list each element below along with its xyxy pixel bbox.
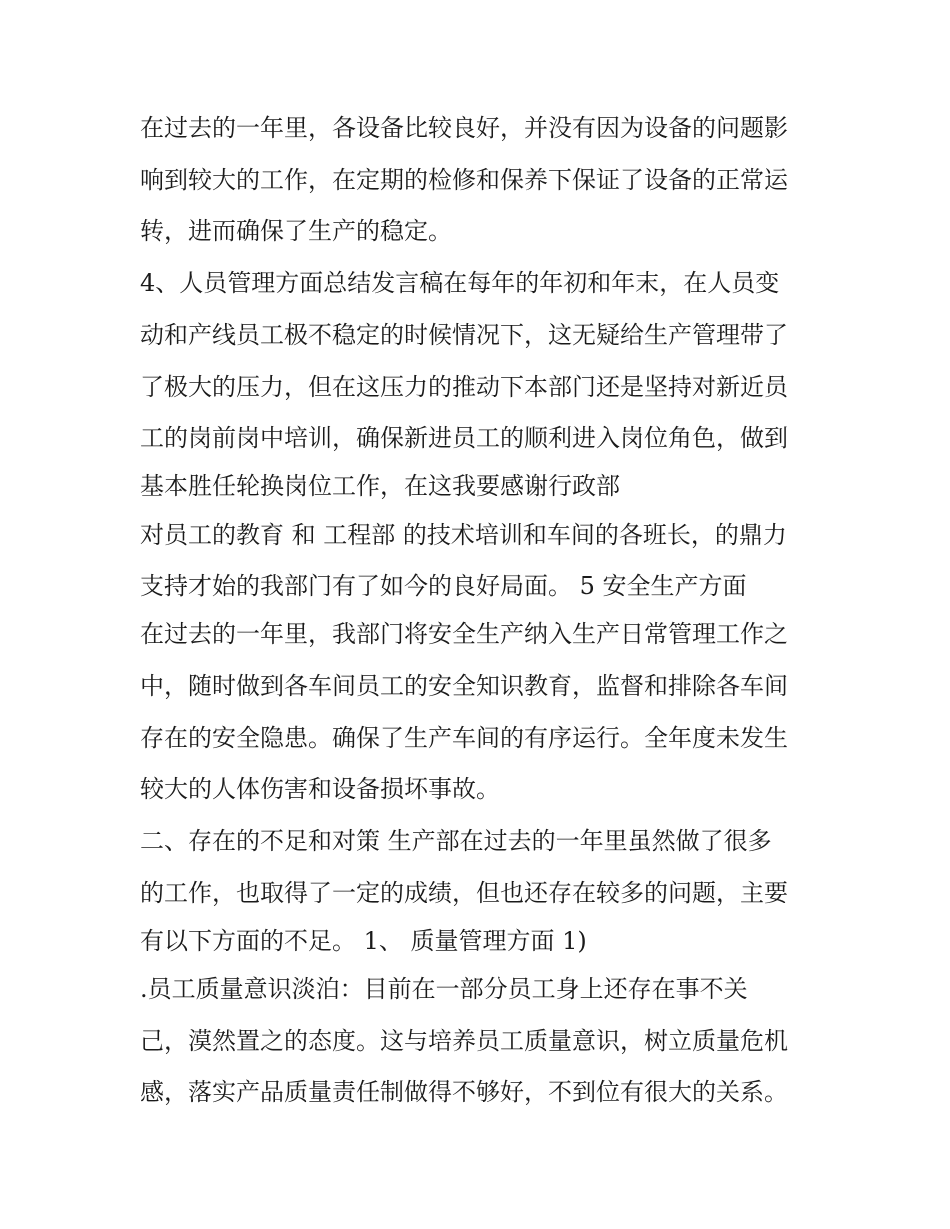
text-line: 工的岗前岗中培训，确保新进员工的顺利进入岗位角色，做到	[140, 424, 788, 452]
text-line: 在过去的一年里，各设备比较良好，并没有因为设备的问题影	[140, 114, 788, 142]
text-line: 感，落实产品质量责任制做得不够好，不到位有很大的关系。	[140, 1078, 788, 1106]
text-line: 存在的安全隐患。确保了生产车间的有序运行。全年度未发生	[140, 724, 788, 752]
text-line: 动和产线员工极不稳定的时候情况下，这无疑给生产管理带了	[140, 321, 788, 349]
text-line: 的工作，也取得了一定的成绩，但也还存在较多的问题，主要	[140, 879, 788, 907]
text-line: 有以下方面的不足。 1、 质量管理方面 1)	[140, 927, 587, 955]
text-line: 了极大的压力，但在这压力的推动下本部门还是坚持对新近员	[140, 373, 788, 401]
text-line: 中，随时做到各车间员工的安全知识教育，监督和排除各车间	[140, 672, 788, 700]
text-line: 在过去的一年里，我部门将安全生产纳入生产日常管理工作之	[140, 620, 788, 648]
text-line: 转，进而确保了生产的稳定。	[140, 217, 452, 245]
text-line: 响到较大的工作，在定期的检修和保养下保证了设备的正常运	[140, 166, 788, 194]
text-line: 对员工的教育 和 工程部 的技术培训和车间的各班长，的鼎力	[140, 521, 787, 549]
text-line: 支持才始的我部门有了如今的良好局面。 5 安全生产方面	[140, 572, 747, 600]
text-line: .员工质量意识淡泊：目前在一部分员工身上还存在事不关	[140, 975, 748, 1003]
text-line: 二、存在的不足和对策 生产部在过去的一年里虽然做了很多	[140, 827, 772, 855]
text-line: 较大的人体伤害和设备损坏事故。	[140, 775, 500, 803]
text-line: 4、人员管理方面总结发言稿在每年的年初和年末，在人员变	[140, 269, 780, 297]
text-line: 己，漠然置之的态度。这与培养员工质量意识，树立质量危机	[140, 1027, 788, 1055]
text-line: 基本胜任轮换岗位工作，在这我要感谢行政部	[140, 472, 620, 500]
